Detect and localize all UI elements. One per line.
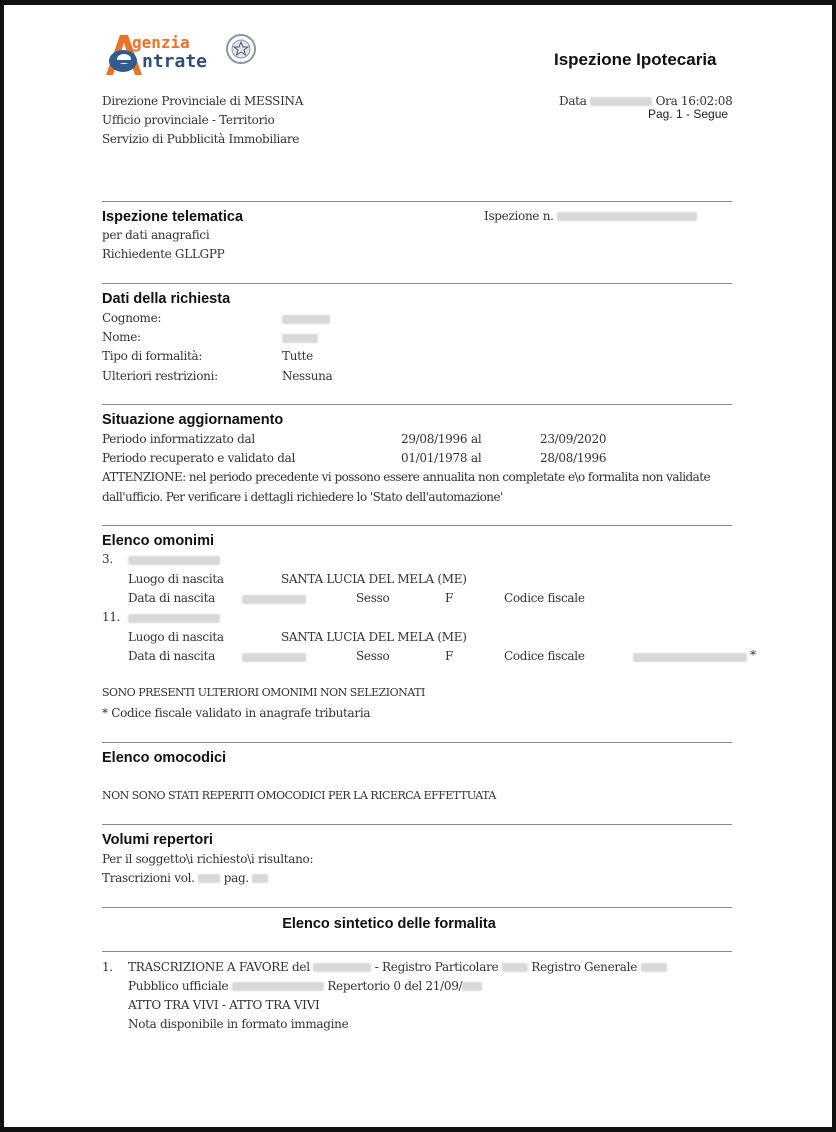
agenzia-entrate-logo bbox=[102, 31, 262, 77]
divider bbox=[102, 525, 732, 526]
divider bbox=[102, 283, 732, 284]
omonimo-2-number: 11. bbox=[102, 610, 121, 624]
date-value-redacted bbox=[590, 97, 652, 106]
aggiornamento-note-2: dall'ufficio. Per verificare i dettagli richiedere lo 'Stato dell'automazione' bbox=[102, 490, 503, 504]
aggiornamento-row1-label: Periodo informatizzato dal bbox=[102, 432, 255, 446]
omonimo-2-luogo: SANTA LUCIA DEL MELA (ME) bbox=[281, 630, 467, 644]
divider bbox=[102, 907, 732, 908]
section-title-richiesta: Dati della richiesta bbox=[102, 291, 231, 307]
volumi-vol-redacted bbox=[198, 874, 220, 883]
section-title-volumi: Volumi repertori bbox=[102, 832, 213, 848]
omonimo-2-luogo-label: Luogo di nascita bbox=[128, 630, 224, 644]
formalita-1-date-redacted bbox=[313, 963, 371, 972]
omonimo-1-luogo-label: Luogo di nascita bbox=[128, 572, 224, 586]
omonimo-2-cf-redacted bbox=[633, 653, 747, 662]
divider bbox=[102, 824, 732, 825]
section-title-omocodici: Elenco omocodici bbox=[102, 750, 227, 766]
formalita-1-line-2 bbox=[128, 979, 482, 993]
omonimo-1-name-redacted bbox=[128, 556, 220, 565]
formalita-1-number: 1. bbox=[102, 960, 113, 974]
omonimo-2-cf-label: Codice fiscale bbox=[504, 649, 585, 663]
formalita-1-reg-gen-label: Registro Generale bbox=[531, 960, 638, 974]
aggiornamento-row2-from: 01/01/1978 bbox=[401, 451, 468, 465]
richiesta-label-restrizioni: Ulteriori restrizioni: bbox=[102, 369, 218, 383]
section-title-formalita: Elenco sintetico delle formalita bbox=[282, 916, 496, 932]
omocodici-text: NON SONO STATI REPERITI OMOCODICI PER LA RICERCA EFFETTUATA bbox=[102, 789, 496, 802]
omonimo-1-cf-label: Codice fiscale bbox=[504, 591, 585, 605]
richiesta-label-nome: Nome: bbox=[102, 330, 141, 344]
omonimo-1-number: 3. bbox=[102, 552, 113, 566]
omonimo-2-data-label: Data di nascita bbox=[128, 649, 215, 663]
logo-text-line1: genzia bbox=[132, 33, 190, 52]
omonimo-1-sesso: F bbox=[445, 591, 454, 605]
omonimi-note-2: * Codice fiscale validato in anagrafe tributaria bbox=[102, 706, 371, 720]
section-title-ispezione: Ispezione telematica bbox=[102, 209, 244, 225]
ispezione-sub2: Richiedente GLLGPP bbox=[102, 247, 225, 261]
volumi-pag-redacted bbox=[252, 874, 268, 883]
richiesta-value-restrizioni: Nessuna bbox=[282, 369, 333, 383]
logo-text-line2: ntrate bbox=[142, 51, 208, 72]
formalita-1-reg-part-redacted bbox=[502, 963, 528, 972]
omonimo-1-data-redacted bbox=[242, 595, 306, 604]
formalita-1-line-1 bbox=[128, 960, 667, 974]
section-title-aggiornamento: Situazione aggiornamento bbox=[102, 412, 284, 428]
section-title-omonimi: Elenco omonimi bbox=[102, 533, 214, 549]
volumi-pag-label: pag. bbox=[223, 871, 249, 885]
ispezione-number-label: Ispezione n. bbox=[484, 209, 554, 223]
ispezione-sub1: per dati anagrafici bbox=[102, 228, 210, 242]
formalita-1-pubblico-redacted bbox=[232, 982, 324, 991]
aggiornamento-row2-label: Periodo recuperato e validato dal bbox=[102, 451, 295, 465]
document-title: Ispezione Ipotecaria bbox=[554, 50, 717, 69]
omonimo-2-cf-mark: * bbox=[750, 648, 756, 662]
divider bbox=[102, 404, 732, 405]
richiesta-label-cognome: Cognome: bbox=[102, 311, 162, 325]
omonimo-1-sesso-label: Sesso bbox=[356, 591, 390, 605]
aggiornamento-row2-al: al bbox=[471, 451, 482, 465]
ispezione-number bbox=[484, 209, 697, 223]
italian-republic-emblem-icon bbox=[225, 33, 257, 65]
volumi-line-1: Per il soggetto\i richiesto\i risultano: bbox=[102, 852, 314, 866]
omonimo-2-name-redacted bbox=[128, 614, 220, 623]
formalita-1-reg-part-label: - Registro Particolare bbox=[374, 960, 499, 974]
omonimo-2-sesso: F bbox=[445, 649, 454, 663]
formalita-1-repertorio: Repertorio 0 del 21/09/ bbox=[327, 979, 463, 993]
omonimo-1-luogo: SANTA LUCIA DEL MELA (ME) bbox=[281, 572, 467, 586]
ispezione-number-redacted bbox=[557, 212, 697, 221]
aggiornamento-row1-to: 23/09/2020 bbox=[540, 432, 607, 446]
volumi-line-2 bbox=[102, 871, 268, 885]
formalita-1-line-4: Nota disponibile in formato immagine bbox=[128, 1017, 349, 1031]
office-line-3: Servizio di Pubblicità Immobiliare bbox=[102, 132, 300, 146]
divider bbox=[102, 742, 732, 743]
divider bbox=[102, 951, 732, 952]
time-label: Ora 16:02:08 bbox=[655, 94, 733, 108]
formalita-1-type: TRASCRIZIONE A FAVORE del bbox=[128, 960, 310, 974]
divider bbox=[102, 201, 732, 202]
formalita-1-line-3: ATTO TRA VIVI - ATTO TRA VIVI bbox=[128, 998, 320, 1012]
page-indicator: Pag. 1 - Segue bbox=[648, 107, 729, 121]
aggiornamento-note-1: ATTENZIONE: nel periodo precedente vi possono essere annualita non completate e\o formalita non validate bbox=[102, 470, 711, 484]
date-label: Data bbox=[559, 94, 587, 108]
richiesta-value-cognome-redacted bbox=[282, 315, 330, 324]
aggiornamento-row1-al: al bbox=[471, 432, 482, 446]
richiesta-label-tipo: Tipo di formalità: bbox=[102, 349, 203, 363]
volumi-vol-label: Trascrizioni vol. bbox=[102, 871, 195, 885]
print-datetime bbox=[559, 94, 732, 108]
formalita-1-reg-gen-redacted bbox=[641, 963, 667, 972]
formalita-1-pubblico-label: Pubblico ufficiale bbox=[128, 979, 229, 993]
document-page bbox=[4, 5, 832, 1127]
aggiornamento-row2-to: 28/08/1996 bbox=[540, 451, 607, 465]
omonimi-note-1: SONO PRESENTI ULTERIORI OMONIMI NON SELEZIONATI bbox=[102, 686, 425, 699]
richiesta-value-nome-redacted bbox=[282, 334, 318, 343]
aggiornamento-row1-from: 29/08/1996 bbox=[401, 432, 468, 446]
richiesta-value-tipo: Tutte bbox=[282, 349, 313, 363]
omonimo-2-sesso-label: Sesso bbox=[356, 649, 390, 663]
omonimo-1-data-label: Data di nascita bbox=[128, 591, 215, 605]
office-line-1: Direzione Provinciale di MESSINA bbox=[102, 94, 304, 108]
office-line-2: Ufficio provinciale - Territorio bbox=[102, 113, 275, 127]
omonimo-2-data-redacted bbox=[242, 653, 306, 662]
formalita-1-repertorio-year-redacted bbox=[462, 982, 482, 991]
